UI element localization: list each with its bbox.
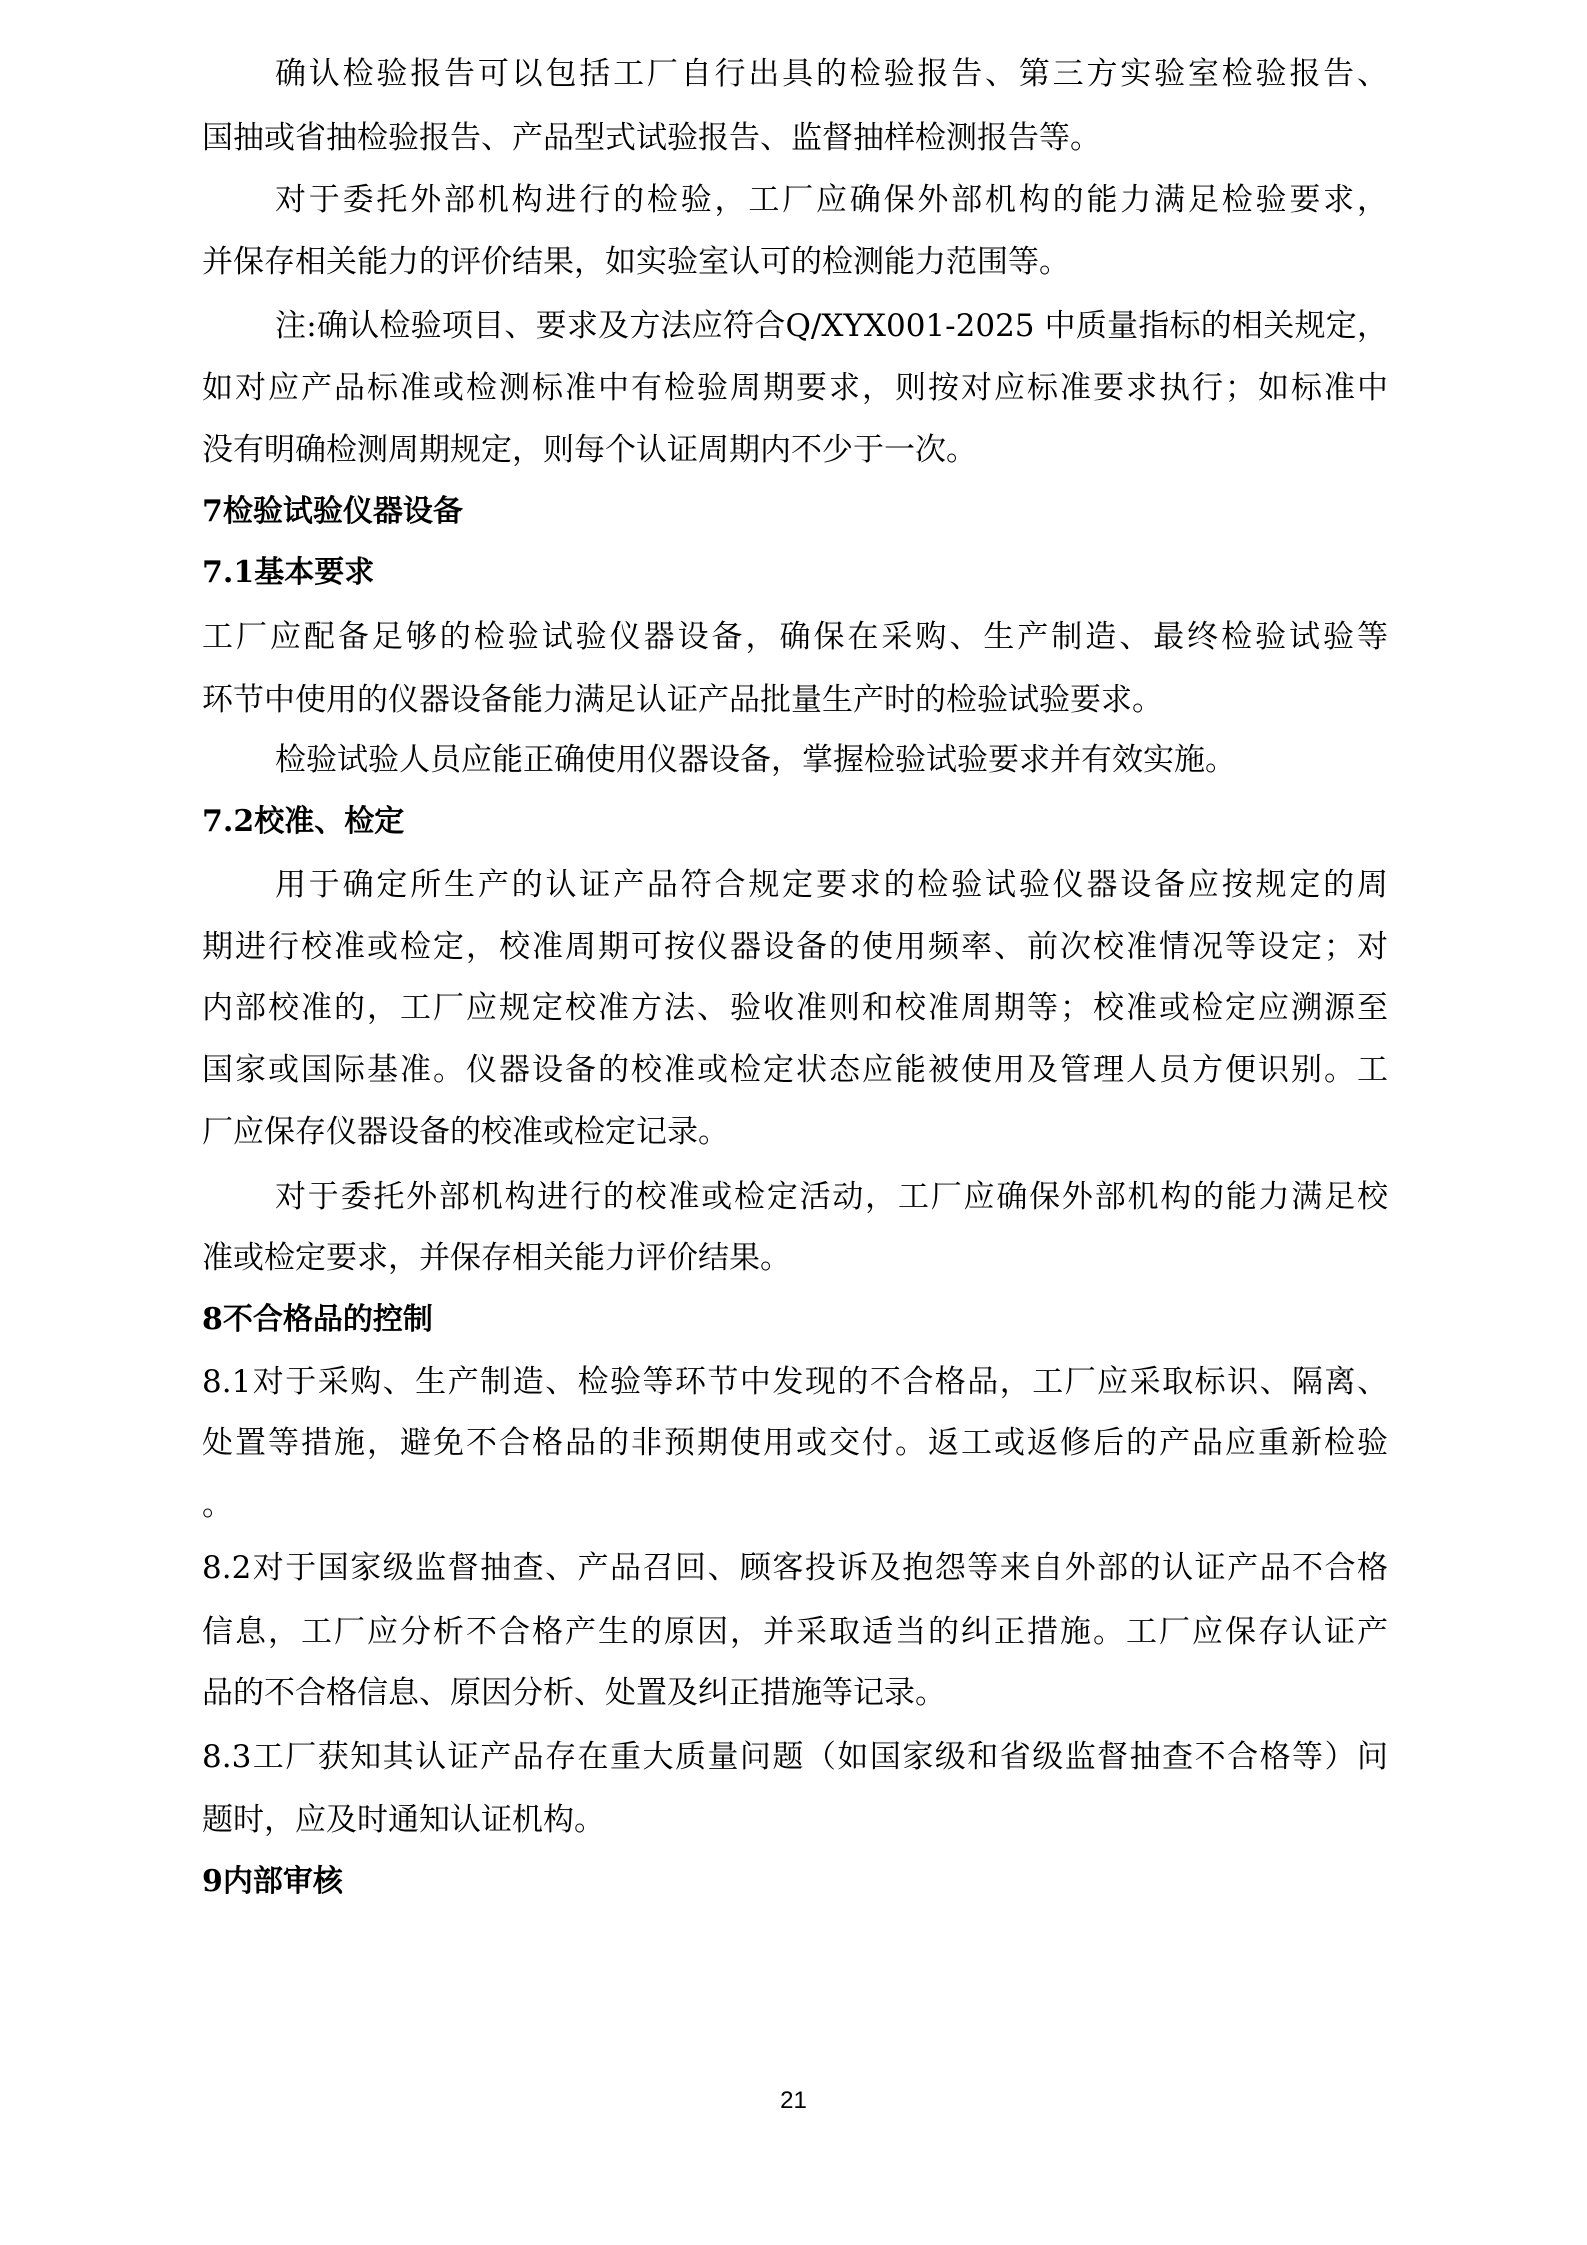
paragraph-line: 检验试验人员应能正确使用仪器设备，掌握检验试验要求并有效实施。: [275, 742, 1236, 778]
paragraph-line: 信息，工厂应分析不合格产生的原因，并采取适当的纠正措施。工厂应保存认证产: [202, 1614, 1388, 1650]
paragraph-line: 确认检验报告可以包括工厂自行出具的检验报告、第三方实验室检验报告、: [275, 56, 1388, 92]
page-number: 21: [780, 2087, 807, 2114]
paragraph-line: 没有明确检测周期规定，则每个认证周期内不少于一次。: [202, 432, 977, 468]
paragraph-line: 内部校准的，工厂应规定校准方法、验收准则和校准周期等；校准或检定应溯源至: [202, 990, 1388, 1026]
paragraph-line: 8.2对于国家级监督抽查、产品召回、顾客投诉及抱怨等来自外部的认证产品不合格: [202, 1550, 1388, 1586]
section-heading: 7检验试验仪器设备: [202, 494, 463, 529]
paragraph-line: 国抽或省抽检验报告、产品型式试验报告、监督抽样检测报告等。: [202, 120, 1101, 156]
paragraph-line: 如对应产品标准或检测标准中有检验周期要求，则按对应标准要求执行；如标准中: [202, 370, 1388, 406]
paragraph-line: 环节中使用的仪器设备能力满足认证产品批量生产时的检验试验要求。: [202, 682, 1163, 718]
paragraph-line: 工厂应配备足够的检验试验仪器设备，确保在采购、生产制造、最终检验试验等: [202, 619, 1388, 655]
paragraph-line: 期进行校准或检定，校准周期可按仪器设备的使用频率、前次校准情况等设定；对: [202, 929, 1388, 965]
paragraph-line: 准或检定要求，并保存相关能力评价结果。: [202, 1240, 791, 1276]
section-heading: 7.2校准、检定: [202, 804, 405, 839]
section-heading: 8不合格品的控制: [202, 1302, 433, 1337]
paragraph-line: 用于确定所生产的认证产品符合规定要求的检验试验仪器设备应按规定的周: [275, 867, 1388, 903]
paragraph-line: 品的不合格信息、原因分析、处置及纠正措施等记录。: [202, 1675, 946, 1711]
paragraph-line: 注:确认检验项目、要求及方法应符合Q/XYX001-2025 中质量指标的相关规定，: [275, 308, 1388, 344]
paragraph-line: 对于委托外部机构进行的校准或检定活动，工厂应确保外部机构的能力满足校: [275, 1179, 1388, 1215]
paragraph-line: 。: [202, 1487, 233, 1523]
paragraph-line: 并保存相关能力的评价结果，如实验室认可的检测能力范围等。: [202, 244, 1070, 280]
paragraph-line: 处置等措施，避免不合格品的非预期使用或交付。返工或返修后的产品应重新检验: [202, 1425, 1388, 1461]
paragraph-line: 厂应保存仪器设备的校准或检定记录。: [202, 1114, 729, 1150]
section-heading: 7.1基本要求: [202, 555, 375, 590]
paragraph-line: 8.3工厂获知其认证产品存在重大质量问题（如国家级和省级监督抽查不合格等）问: [202, 1739, 1388, 1775]
paragraph-line: 8.1对于采购、生产制造、检验等环节中发现的不合格品，工厂应采取标识、隔离、: [202, 1364, 1388, 1400]
paragraph-line: 题时，应及时通知认证机构。: [202, 1802, 605, 1838]
paragraph-line: 对于委托外部机构进行的检验，工厂应确保外部机构的能力满足检验要求，: [275, 182, 1388, 218]
paragraph-line: 国家或国际基准。仪器设备的校准或检定状态应能被使用及管理人员方便识别。工: [202, 1052, 1388, 1088]
section-heading: 9内部审核: [202, 1864, 343, 1899]
